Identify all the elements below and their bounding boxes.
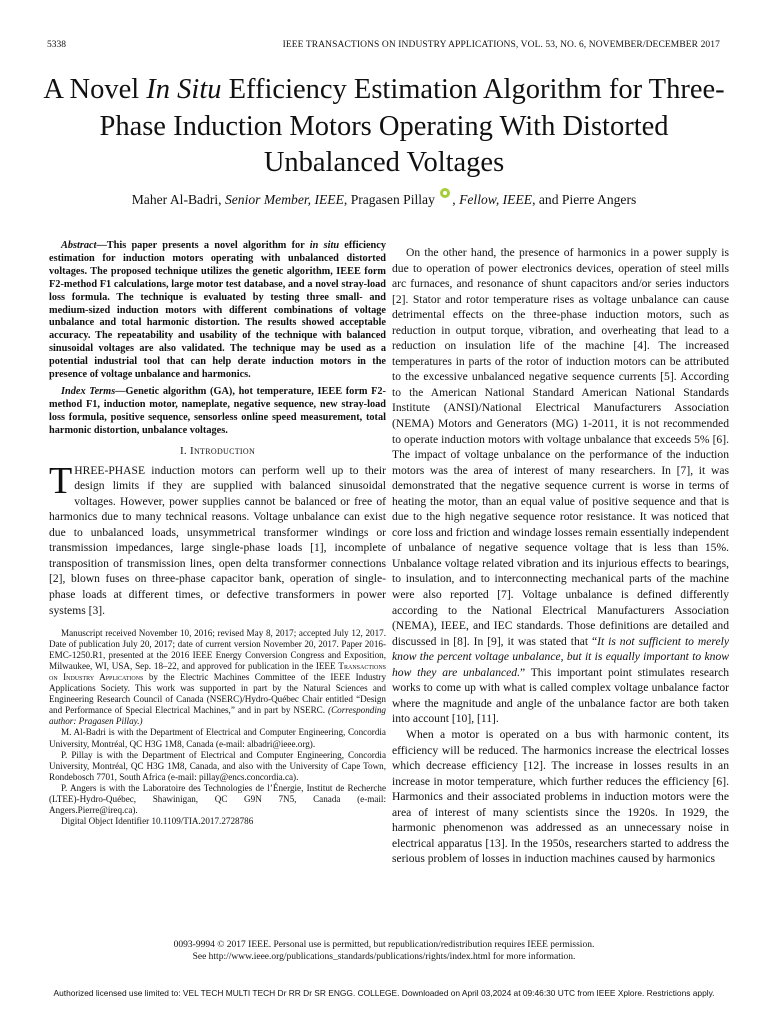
journal-header: IEEE TRANSACTIONS ON INDUSTRY APPLICATIONS, VOL. 53, NO. 6, NOVEMBER/DECEMBER 2017: [282, 40, 720, 50]
copyright-line-2[interactable]: See http://www.ieee.org/publications_standards/publications/rights/index.html for more information.: [192, 951, 576, 962]
abstract-pre: —This paper presents a novel algorithm for: [96, 240, 310, 251]
footnotes: [49, 628, 386, 827]
affiliation-angers: P. Angers is with the Laboratoire des Technologies de l’Énergie, Institut de Recherche (LTEE)-Hydro-Québec, Shawinigan, QC G9N 7N5, Canada (e-mail: Angers.Pierre@ireq.ca).: [49, 782, 386, 815]
body-paragraph: When a motor is operated on a bus with harmonic content, its efficiency will be reduced. The harmonics increase the electrical losses which decrease efficiency [12]. The increase in losses results in an increase in motor temperature, which further reduces the efficiency [6]. Harmonics and their associated problems in induction motors were the area of interest of many scientists since the 1920s. In 1929, the harmonic phenomenon was addressed as an unnecessary noise in electrical apparatus [13]. In the 1950s, researchers started to address the serious problem of losses in induction machines caused by harmonics: [392, 727, 729, 866]
affiliation-badri: M. Al-Badri is with the Department of Electrical and Computer Engineering, Concordia University, Montréal, QC H3G 1M8, Canada (e-mail: albadri@ieee.org).: [49, 727, 386, 749]
manuscript-journal: Transactions on Industry Applications: [49, 661, 386, 683]
index-terms-text: —Genetic algorithm (GA), hot temperature, IEEE form F2-method F1, induction motor, nameplate, negative sequence, new stray-load loss formula, positive sequence, sensorless online speed measurement, total harmonic distortion, unbalance voltages.: [49, 385, 386, 436]
author-1: Maher Al-Badri,: [131, 192, 225, 207]
abstract-post: efficiency estimation for induction motors operating with unbalanced distorted voltages. The proposed technique utilizes the genetic algorithm, IEEE form F2-method F1 calculations, large motor test database, and a novel stray-load loss formula. The technique is evaluated by testing three small- and medium-sized induction motors with different combinations of voltage unbalance and total harmonic distortion. The results showed acceptable accuracy. The repeatability and usability of the technique with balanced sinusoidal voltages are also validated. The technique may be used as a potential industrial tool that can help derate induction motors in the presence of voltage unbalance and harmonics.: [49, 240, 386, 381]
author-1-role: Senior Member, IEEE: [224, 192, 344, 207]
abstract-italic: in situ: [309, 240, 340, 251]
section-number: I.: [179, 444, 191, 457]
affiliation-pillay: P. Pillay is with the Department of Electrical and Computer Engineering, Concordia University, Montréal, QC H3G 1M8, Canada, and also with the University of Cape Town, Rondebosch 7701, South Africa (e-mail: pillay@encs.concordia.ca).: [49, 749, 386, 782]
manuscript-post: by the Electric Machines Committee of the IEEE Industry Applications Society. This work was supported in part by the Natural Sciences and Engineering Research Council of Canada (NSERC)/Hydro-Québec Chair entitled “Design and Performance of Special Electrical Machines,” and in part by NSERC.: [49, 672, 387, 716]
section-title: Introduction: [190, 444, 256, 457]
author-2: , Pragasen Pillay: [343, 192, 435, 207]
title-part1: A Novel: [43, 74, 147, 105]
manuscript-pre: Manuscript received November 10, 2016; revised May 8, 2017; accepted July 12, 2017. Date of publication July 20, 2017; date of current version November 20, 2017. Paper 2016-EMC-1250.R1, presented at the 2016 IEEE Energy Conversion Congress and Exposition, Milwaukee, WI, USA, Sep. 18–22, and approved for publication in the IEEE: [49, 628, 386, 672]
body-paragraph: [392, 245, 729, 727]
manuscript-note: [49, 628, 386, 727]
title-part2: Efficiency Estimation Algorithm for Three-Phase Induction Motors Operating With Distorted Unbalanced Voltages: [99, 74, 725, 178]
author-3: , and Pierre Angers: [532, 192, 637, 207]
title-italic: In Situ: [146, 74, 222, 105]
index-terms-label: Index Terms: [61, 385, 116, 397]
author-list: Maher Al-Badri, Senior Member, IEEE, Pragasen Pillay , Fellow, IEEE, and Pierre Angers: [40, 188, 728, 208]
right-column: [392, 245, 729, 867]
copyright-notice: [40, 940, 728, 963]
orcid-icon[interactable]: [440, 188, 450, 198]
left-column: [49, 240, 386, 827]
abstract: [49, 240, 386, 382]
author-2-role: Fellow, IEEE: [459, 192, 533, 207]
section-heading: [49, 445, 386, 457]
doi[interactable]: Digital Object Identifier 10.1109/TIA.2017.2728786: [61, 815, 254, 826]
abstract-label: Abstract: [61, 240, 97, 251]
download-license-note: Authorized licensed use limited to: VEL TECH MULTI TECH Dr RR Dr SR ENGG. COLLEGE. Downloaded on April 03,2024 at 09:46:30 UTC from IEEE Xplore. Restrictions apply.: [53, 988, 715, 998]
p1-quote: It is not sufficient to merely know the percent voltage unbalance, but it is equally important to know how they are unbalanced.: [392, 634, 729, 679]
intro-text: HREE-PHASE induction motors can perform well up to their design limits if they are supplied with balanced sinusoidal voltages. However, power supplies cannot be balanced or free of harmonics due to many technical reasons. Voltage unbalance can exist due to unbalanced loads, unsymmetrical transformer windings or transmission impedances, large single-phase loads [1], incomplete transposition of transmission lines, open delta transformer connections [2], blown fuses on three-phase capacitor bank, operation of single-phase loads at different times, or defective transformers in power systems [3].: [49, 463, 386, 617]
corresponding-author: (Corresponding author: Pragasen Pillay.): [49, 705, 386, 727]
p1-part-a: On the other hand, the presence of harmonics in a power supply is due to operation of power electronics devices, operation of steel mills arc furnaces, and resonance of shunt capacitors and/or series inductors [2]. Stator and rotor temperature rises as voltage unbalance can cause detrimental effects on the three-phase induction motors, such as reduction in output torque, vibration, and overheating that lead to a reduction on insulation life of the machine [4]. The increased temperatures in parts of the rotor of induction motors can be attributed to the excessive unbalanced negative sequence currents [5]. According to the American National Standard American National Standards Institute (ANSI)/National Electrical Manufacturers Association (NEMA) Motors and Generators (MG) 1-2011, it is not recommended to operate induction motors with voltage unbalance that exceeds 5% [6]. The impact of voltage unbalance on the performance of the induction motors was the area of interest of many researchers. In [7], it was demonstrated that the negative sequence current is worse in terms of heating the motor, than an equal value of positive sequence and that is due to the high negative sequence rotor resistance. It was noticed that core loss and friction and windage losses remain essentially independent of unbalance of negative sequence voltage that is less than 15%. Unbalance voltage related vibration and its injurious effects to bearings, to insulation, and to interconnecting mechanical parts of the machine were also reported [7]. Voltage unbalance is defined differently according to the National Electrical Manufacturers Association (NEMA), IEEE, and IEC standards. Those definitions are detailed and discussed in [8]. In [9], it was stated that “: [392, 246, 729, 648]
paper-title: [40, 72, 728, 182]
index-terms: [49, 386, 386, 438]
intro-paragraph: [49, 459, 386, 618]
p1-part-b: ” This important point stimulates research works to come up with what is called complex voltage unbalance factor where the magnitude and angle of the unbalance factor are both taken into account [10], [11].: [392, 665, 729, 726]
page-number: 5338: [47, 40, 66, 50]
copyright-line-1: 0093-9994 © 2017 IEEE. Personal use is permitted, but republication/redistribution requires IEEE permission.: [173, 940, 595, 950]
drop-cap: T: [49, 459, 73, 502]
